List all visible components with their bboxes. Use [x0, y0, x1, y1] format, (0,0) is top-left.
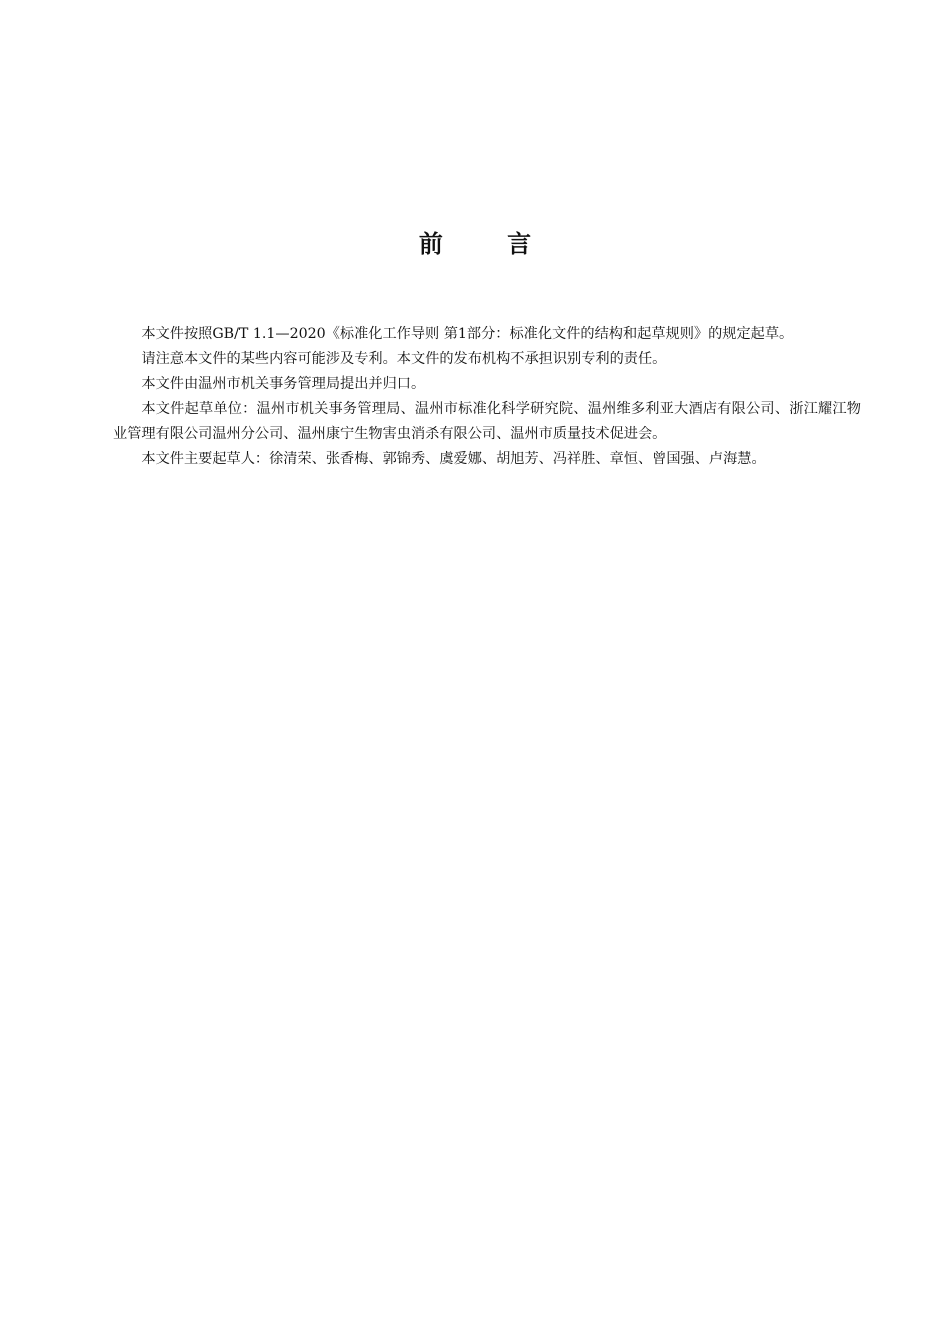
page-title: 前 言	[418, 230, 560, 259]
paragraph-patent-notice: 请注意本文件的某些内容可能涉及专利。本文件的发布机构不承担识别专利的责任。	[141, 351, 667, 367]
paragraph-drafters: 本文件主要起草人：徐清荣、张香梅、郭锦秀、虞爱娜、胡旭芳、冯祥胜、章恒、曾国强、卢海慧。	[141, 451, 766, 467]
paragraph-drafting-rules: 本文件按照GB/T 1.1—2020《标准化工作导则 第1部分：标准化文件的结构和起草规则》的规定起草。	[141, 326, 794, 342]
preface-body	[113, 322, 861, 472]
paragraph-drafting-units: 本文件起草单位：温州市机关事务管理局、温州市标准化科学研究院、温州维多利亚大酒店有限公司、浙江耀江物业管理有限公司温州分公司、温州康宁生物害虫消杀有限公司、温州市质量技术促进会。	[113, 401, 861, 442]
paragraph-proposer: 本文件由温州市机关事务管理局提出并归口。	[141, 376, 426, 392]
